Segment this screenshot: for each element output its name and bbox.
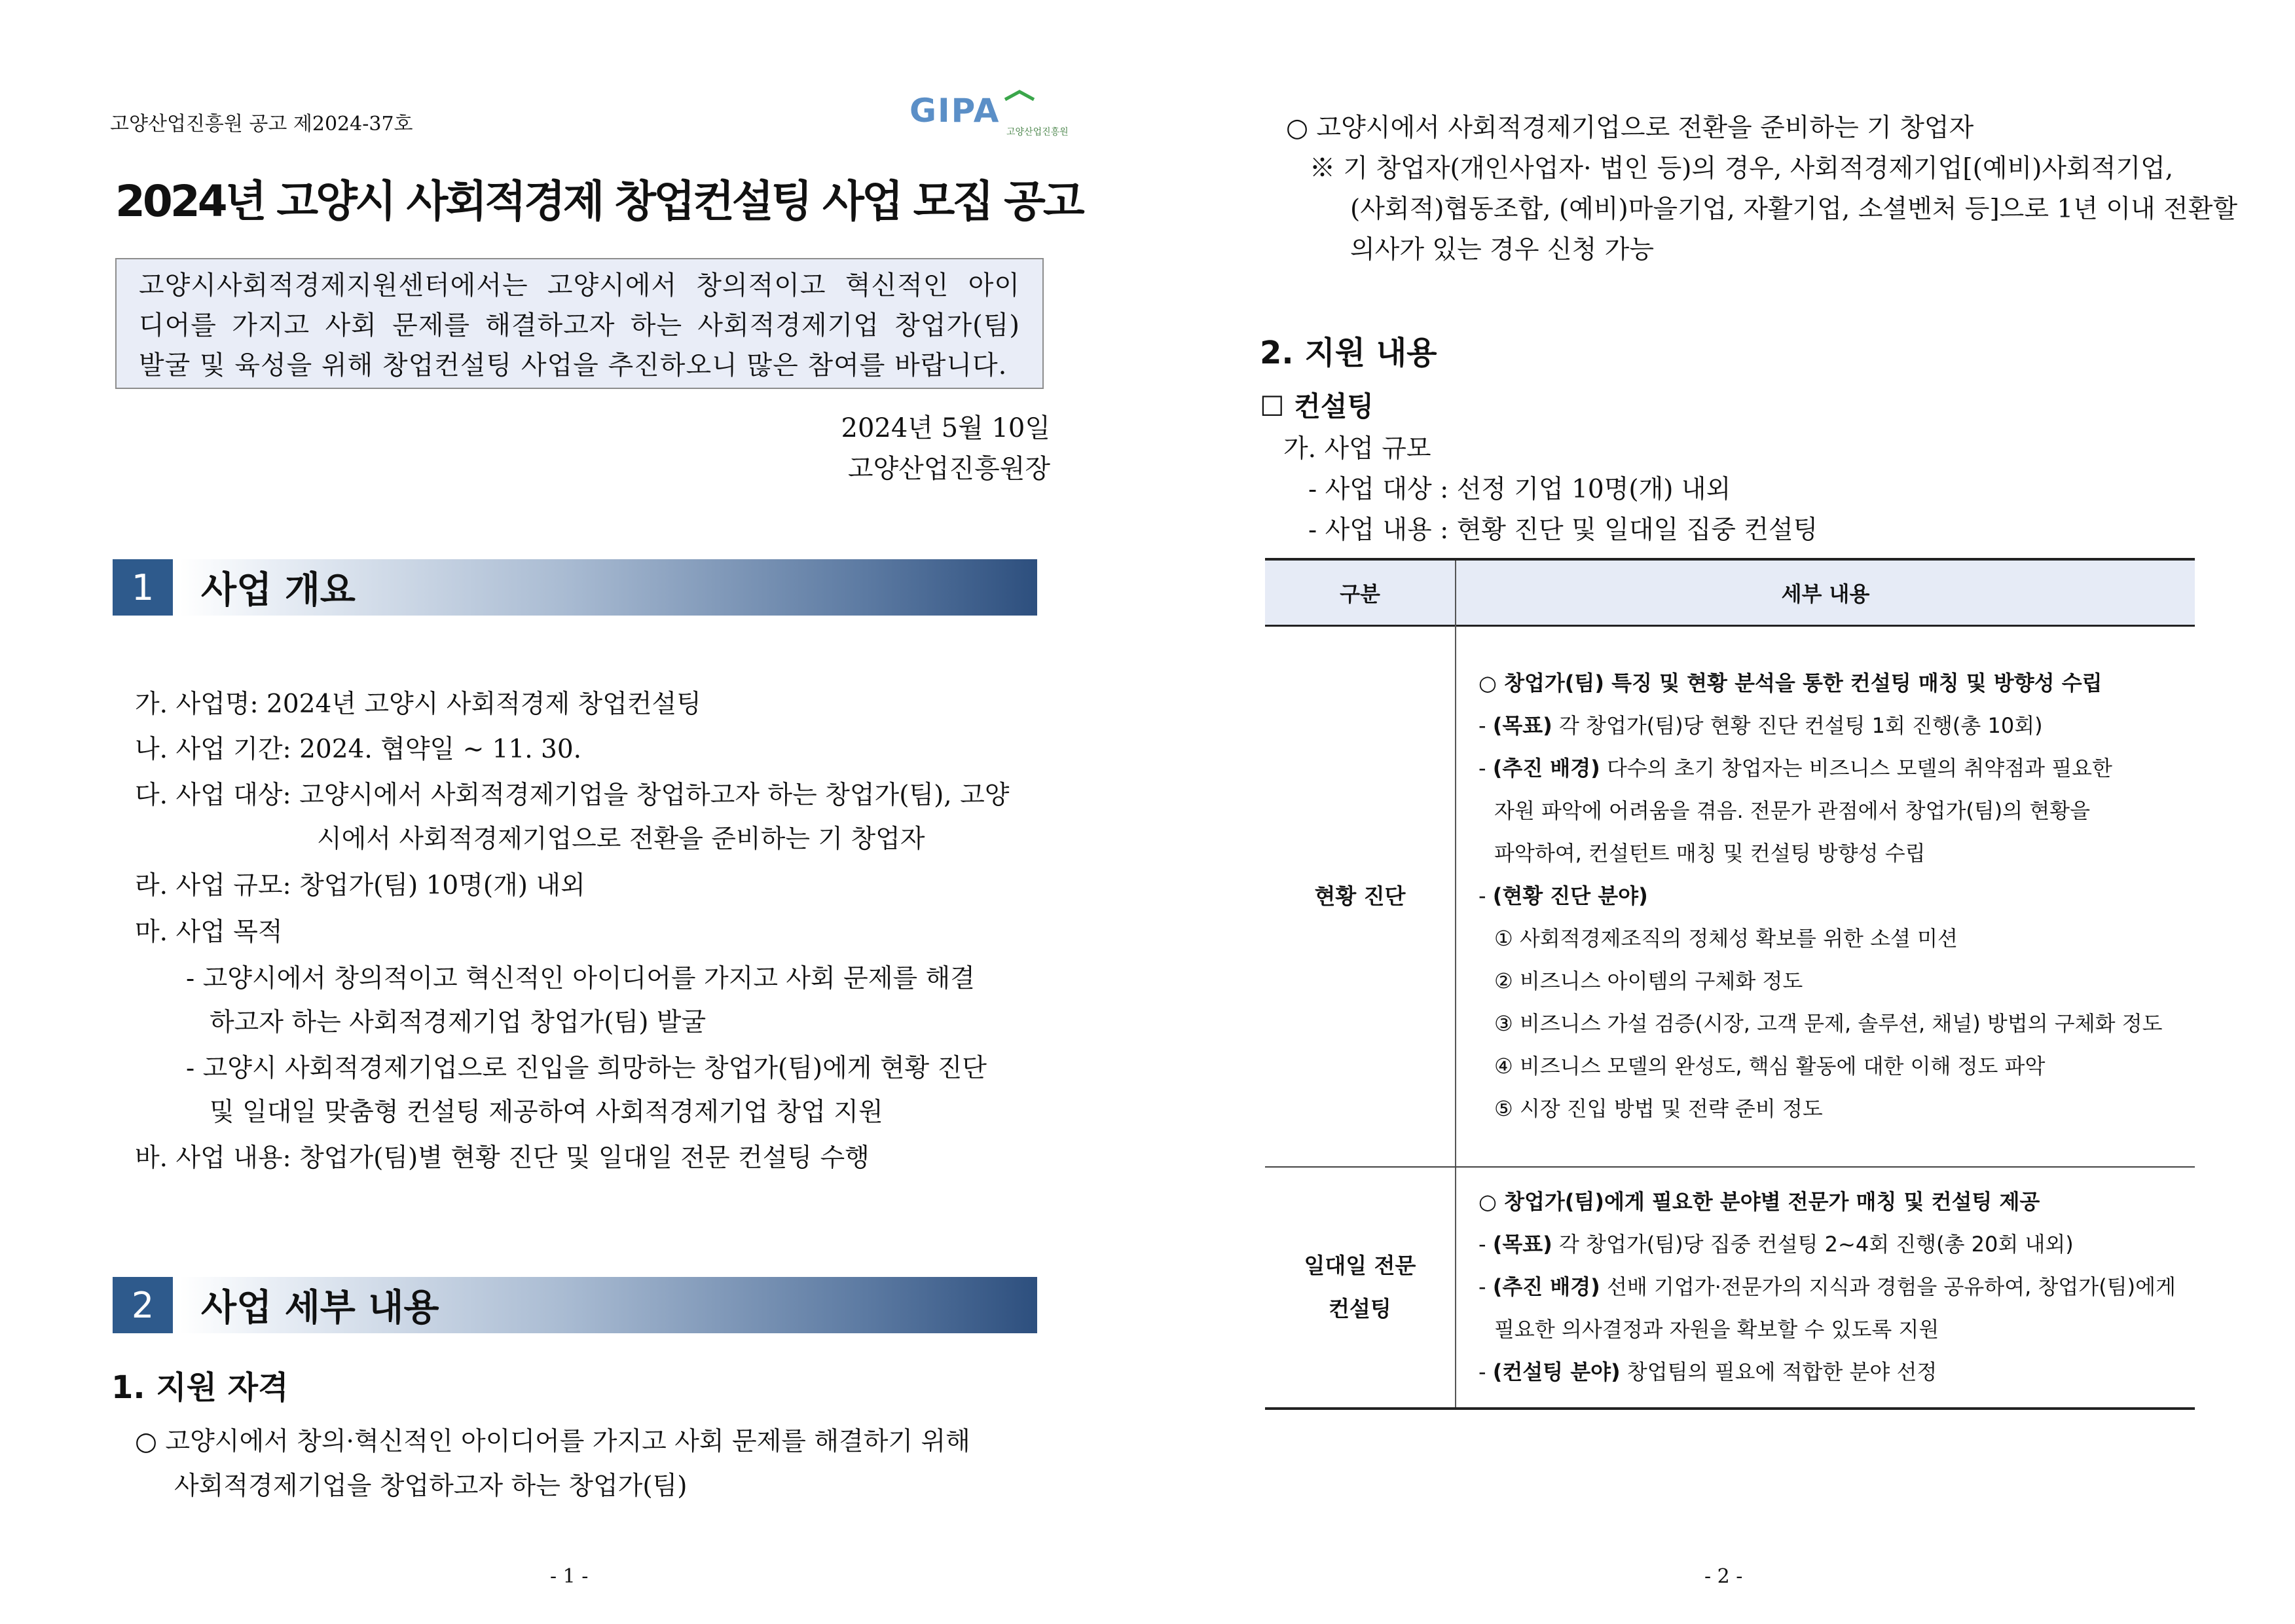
- table-bottom-rule: [1265, 1407, 2195, 1410]
- section-1-title: 사업 개요: [201, 569, 356, 612]
- row-detail-line: ○ 창업가(팀) 특징 및 현황 분석을 통한 컨설팅 매칭 및 방향성 수립: [1478, 671, 2102, 695]
- header-details: 세부 내용: [1781, 581, 1870, 606]
- section-1-number: 1: [113, 559, 173, 616]
- header-category: 구분: [1340, 581, 1380, 606]
- svg-text:GIPA: GIPA: [909, 92, 1001, 130]
- row-detail-line: 자원 파악에 어려움을 겪음. 전문가 관점에서 창업가(팀)의 현황을: [1494, 798, 2091, 823]
- section-1-header: [113, 559, 1037, 616]
- overview-item: 및 일대일 맞춤형 컨설팅 제공하여 사회적경제기업 창업 지원: [210, 1098, 883, 1127]
- intro-line: 고양시사회적경제지원센터에서는 고양시에서 창의적이고 혁신적인 아이: [139, 270, 1020, 301]
- support-heading: 2. 지원 내용: [1260, 335, 1437, 371]
- overview-item: 다. 사업 대상: 고양시에서 사회적경제기업을 창업하고자 하는 창업가(팀), 고양: [135, 781, 1010, 810]
- row-detail-line: - (목표) 각 창업가(팀)당 집중 컨설팅 2~4회 진행(총 20회 내외): [1478, 1232, 2074, 1257]
- section-2-header: [113, 1277, 1037, 1333]
- scale-title: 가. 사업 규모: [1283, 434, 1431, 464]
- row-detail-line: ③ 비즈니스 가설 검증(시장, 고객 문제, 솔루션, 채널) 방법의 구체화 정도: [1494, 1011, 2163, 1036]
- intro-line: 디어를 가지고 사회 문제를 해결하고자 하는 사회적경제기업 창업가(팀): [139, 310, 1020, 341]
- notice-number: 고양산업진흥원 공고 제2024-37호: [110, 113, 413, 136]
- page-number: - 2 -: [1704, 1565, 1743, 1588]
- eligibility-heading: 1. 지원 자격: [111, 1369, 289, 1406]
- row-detail-line: ○ 창업가(팀)에게 필요한 분야별 전문가 매칭 및 컨설팅 제공: [1478, 1189, 2040, 1214]
- row-category: 현황 진단: [1314, 883, 1406, 909]
- intro-box: [115, 258, 1044, 389]
- note-line: (사회적)협동조합, (예비)마을기업, 자활기업, 소셜벤처 등]으로 1년 이내 전환할: [1350, 194, 2238, 224]
- overview-item: 하고자 하는 사회적경제기업 창업가(팀) 발굴: [210, 1008, 707, 1037]
- gipa-logo: [907, 92, 1069, 139]
- overview-item: 바. 사업 내용: 창업가(팀)별 현황 진단 및 일대일 전문 컨설팅 수행: [135, 1143, 870, 1173]
- overview-item: - 고양시 사회적경제기업으로 진입을 희망하는 창업가(팀)에게 현황 진단: [186, 1054, 987, 1083]
- document-title: 2024년 고양시 사회적경제 창업컨설팅 사업 모집 공고: [115, 176, 1082, 227]
- notice-date: 2024년 5월 10일: [841, 413, 1050, 443]
- row-detail-line: - (목표) 각 창업가(팀)당 현황 진단 컨설팅 1회 진행(총 10회): [1478, 713, 2043, 738]
- issuer: 고양산업진흥원장: [847, 454, 1050, 484]
- section-2-title: 사업 세부 내용: [201, 1287, 439, 1329]
- row-detail-line: - (현황 진단 분야): [1478, 883, 1648, 908]
- row-category-line: 일대일 전문: [1304, 1253, 1416, 1278]
- row-detail-line: ② 비즈니스 아이템의 구체화 정도: [1494, 969, 1803, 993]
- row-detail-line: - (추진 배경) 선배 기업가·전문가의 지식과 경험을 공유하여, 창업가(팀)에게: [1478, 1274, 2176, 1299]
- overview-item: 시에서 사회적경제기업으로 전환을 준비하는 기 창업자: [317, 824, 925, 854]
- page-2: [1147, 0, 2295, 1624]
- svg-text:고양산업진흥원: 고양산업진흥원: [1006, 127, 1069, 138]
- row-detail-line: 파악하여, 컨설턴트 매칭 및 컨설팅 방향성 수립: [1494, 841, 1926, 866]
- row-detail-line: - (컨설팅 분야) 창업팀의 필요에 적합한 분야 선정: [1478, 1359, 1937, 1384]
- page-number: - 1 -: [550, 1565, 589, 1588]
- overview-item: 가. 사업명: 2024년 고양시 사회적경제 창업컨설팅: [135, 690, 701, 719]
- section-2-number: 2: [113, 1277, 173, 1333]
- intro-line: 발굴 및 육성을 위해 창업컨설팅 사업을 추진하오니 많은 참여를 바랍니다.: [139, 350, 1008, 380]
- note-line: ※ 기 창업자(개인사업자· 법인 등)의 경우, 사회적경제기업[(예비)사회적기업,: [1310, 154, 2174, 183]
- table-column-divider: [1455, 561, 1456, 1410]
- row-detail-line: ① 사회적경제조직의 정체성 확보를 위한 소셜 미션: [1494, 926, 1958, 951]
- row-detail-line: ⑤ 시장 진입 방법 및 전략 준비 정도: [1494, 1096, 1823, 1121]
- row-detail-line: - (추진 배경) 다수의 초기 창업자는 비즈니스 모델의 취약점과 필요한: [1478, 756, 2112, 781]
- consulting-title: ☐ 컨설팅: [1260, 390, 1374, 422]
- eligibility-line: 사회적경제기업을 창업하고자 하는 창업가(팀): [174, 1471, 688, 1501]
- scale-item: - 사업 내용 : 현황 진단 및 일대일 집중 컨설팅: [1308, 515, 1818, 545]
- overview-item: 마. 사업 목적: [135, 917, 283, 947]
- eligibility-line: ○ 고양시에서 창의·혁신적인 아이디어를 가지고 사회 문제를 해결하기 위해: [135, 1427, 970, 1456]
- row-detail-line: ④ 비즈니스 모델의 완성도, 핵심 활동에 대한 이해 정도 파악: [1494, 1054, 2046, 1079]
- note-line: 의사가 있는 경우 신청 가능: [1350, 235, 1655, 265]
- eligibility-line: ○ 고양시에서 사회적경제기업으로 전환을 준비하는 기 창업자: [1286, 113, 1974, 143]
- page-1: [0, 0, 1147, 1624]
- overview-item: - 고양시에서 창의적이고 혁신적인 아이디어를 가지고 사회 문제를 해결: [186, 964, 975, 993]
- gipa-logo-icon: [907, 92, 1069, 139]
- overview-item: 나. 사업 기간: 2024. 협약일 ~ 11. 30.: [135, 735, 582, 764]
- scale-item: - 사업 대상 : 선정 기업 10명(개) 내외: [1308, 475, 1731, 504]
- row-detail-line: 필요한 의사결정과 자원을 확보할 수 있도록 지원: [1494, 1317, 1939, 1342]
- row-category-line: 컨설팅: [1329, 1296, 1391, 1321]
- row-category: [1265, 1168, 1455, 1407]
- overview-item: 라. 사업 규모: 창업가(팀) 10명(개) 내외: [135, 871, 585, 900]
